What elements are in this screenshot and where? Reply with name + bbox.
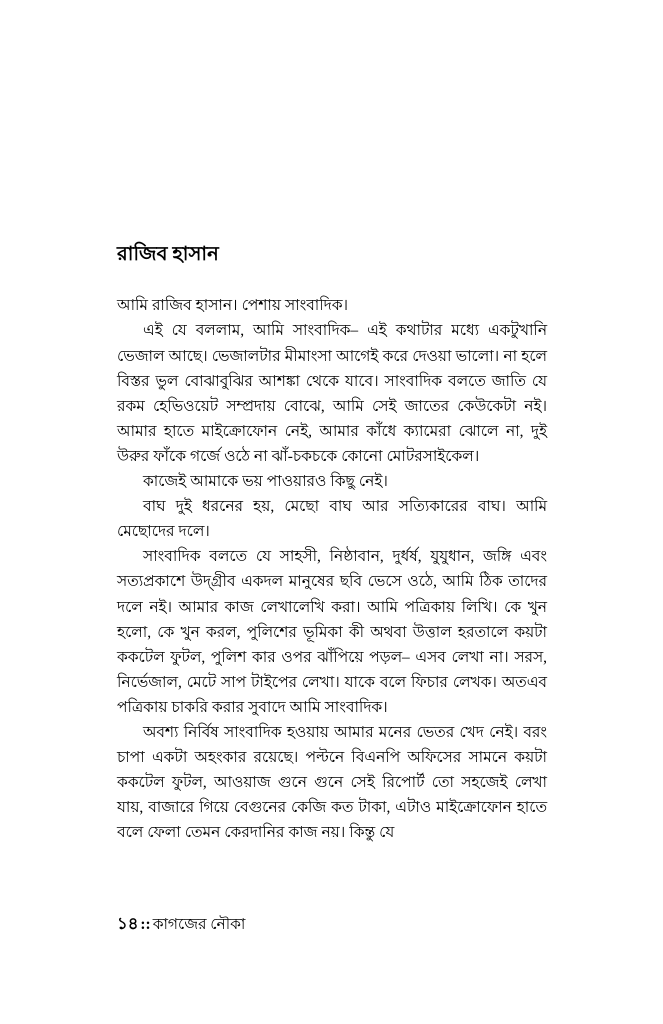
- paragraph-5: সাংবাদিক বলতে যে সাহসী, নিষ্ঠাবান, দুর্ধর্ষ, যুযুধান, জঙ্গি এবং সত্যপ্রকাশে উদ্‌গ্রীব একদল মানুষের ছবি ভেসে ওঠে, আমি ঠিক তাদের দলে নই। আমার কাজ লেখালেখি করা। আমি পত্রিকায় লিখি। কে খুন হলো, কে খুন করল, পুলিশের ভূমিকা কী অথবা উত্তাল হরতালে কয়টা ককটেল ফুটল, পুলিশ কার ওপর ঝাঁপিয়ে পড়ল– এসব লেখা না। সরস, নির্ভেজাল, মেটে সাপ টাইপের লেখা। যাকে বলে ফিচার লেখক। অতএব পত্রিকায় চাকরি করার সুবাদে আমি সাংবাদিক।: [117, 548, 547, 716]
- paragraph-2: এই যে বললাম, আমি সাংবাদিক– এই কথাটার মধ্যে একটুখানি ভেজাল আছে। ভেজালটার মীমাংসা আগেই করে দেওয়া ভালো। না হলে বিস্তর ভুল বোঝাবুঝির আশঙ্কা থেকে যাবে। সাংবাদিক বলতে জাতি যে রকম হেভিওয়েট সম্প্রদায় বোঝে, আমি সেই জাতের কেউকেটা নই। আমার হাতে মাইক্রোফোন নেই, আমার কাঁধে ক্যামেরা ঝোলে না, দুই উরুর ফাঁকে গর্জে ওঠে না ঝাঁ-চকচকে কোনো মোটরসাইকেল।: [117, 322, 547, 465]
- chapter-title: রাজিব হাসান: [117, 244, 219, 265]
- paragraph-1: আমি রাজিব হাসান। পেশায় সাংবাদিক।: [117, 297, 348, 315]
- paragraph-4: বাঘ দুই ধরনের হয়, মেছো বাঘ আর সত্যিকারের বাঘ। আমি মেছোদের দলে।: [117, 498, 547, 541]
- footer-separator: ::: [140, 916, 151, 933]
- footer-book-title: কাগজের নৌকা: [152, 916, 246, 933]
- footer-page-number: ১৪: [117, 914, 139, 933]
- page-footer: [117, 913, 245, 936]
- paragraph-3: কাজেই আমাকে ভয় পাওয়ারও কিছু নেই।: [143, 473, 388, 491]
- paragraph-6: অবশ্য নির্বিষ সাংবাদিক হওয়ায় আমার মনের ভেতর খেদ নেই। বরং চাপা একটা অহংকার রয়েছে। পল্টনে বিএনপি অফিসের সামনে কয়টা ককটেল ফুটল, আওয়াজ গুনে গুনে সেই রিপোর্ট তো সহজেই লেখা যায়, বাজারে গিয়ে বেগুনের কেজি কত টাকা, এটাও মাইক্রোফোন হাতে বলে ফেলা তেমন কেরদানির কাজ নয়। কিন্তু যে: [117, 723, 547, 842]
- page-content: [117, 243, 547, 845]
